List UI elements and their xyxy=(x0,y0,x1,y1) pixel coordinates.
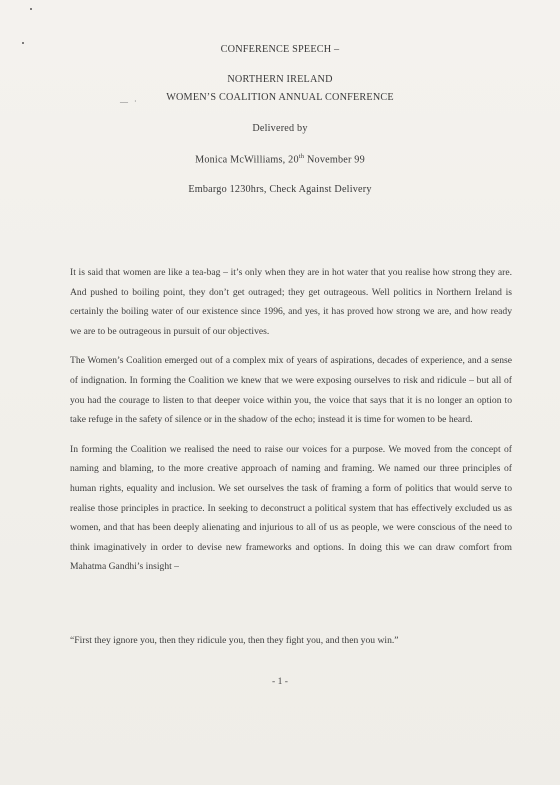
scan-speck xyxy=(30,8,32,10)
event-name: WOMEN’S COALITION ANNUAL CONFERENCE xyxy=(166,92,394,104)
speech-title: CONFERENCE SPEECH – xyxy=(220,44,340,55)
scan-mark: — · xyxy=(120,97,139,106)
embargo-note: Embargo 1230hrs, Check Against Delivery xyxy=(188,184,372,196)
speech-body xyxy=(70,263,512,587)
document-header xyxy=(0,44,560,196)
speaker-and-date: Monica McWilliams, 20th November 99 xyxy=(195,152,365,166)
paragraph-3: In forming the Coalition we realised the need to raise our voices for a purpose. We moved from the concept of naming and blaming, to the more creative approach of naming and framing. We named our three principles of human rights, equality and inclusion. We set ourselves the task of framing a form of politics that would serve to realise those principles in practice. In seeking to deconstruct a political system that has effectively excluded us as women, and that has been deeply alienating and injurious to all of us as people, we were conscious of the need to think imaginatively in order to devise new frameworks and options. In doing this we can draw comfort from Mahatma Gandhi’s insight – xyxy=(70,443,512,573)
gandhi-quote: “First they ignore you, then they ridicule you, then they fight you, and then you win.” xyxy=(70,635,399,646)
organisation-name: NORTHERN IRELAND xyxy=(227,74,333,86)
paragraph-2: The Women’s Coalition emerged out of a complex mix of years of aspirations, decades of experience, and a sense of indignation. In forming the Coalition we knew that we were exposing ourselves to risk and ridicule – but all of you had the courage to listen to that deeper voice within you, the voice that says that it is no longer an option to take refuge in the safety of silence or in the shadow of the echo; instead it is time for women to be heard. xyxy=(70,355,512,426)
paragraph-1: It is said that women are like a tea-bag – it’s only when they are in hot water that you realise how strong they are. And pushed to boiling point, they don’t get outraged; they get outrageous. Well politics in Northern Ireland is certainly the boiling water of our existence since 1996, and yes, it has proved how strong we are, and how ready we are to be outrageous in pursuit of our objectives. xyxy=(70,267,512,337)
delivered-by-label: Delivered by xyxy=(252,122,308,134)
page-number: - 1 - xyxy=(272,676,288,687)
